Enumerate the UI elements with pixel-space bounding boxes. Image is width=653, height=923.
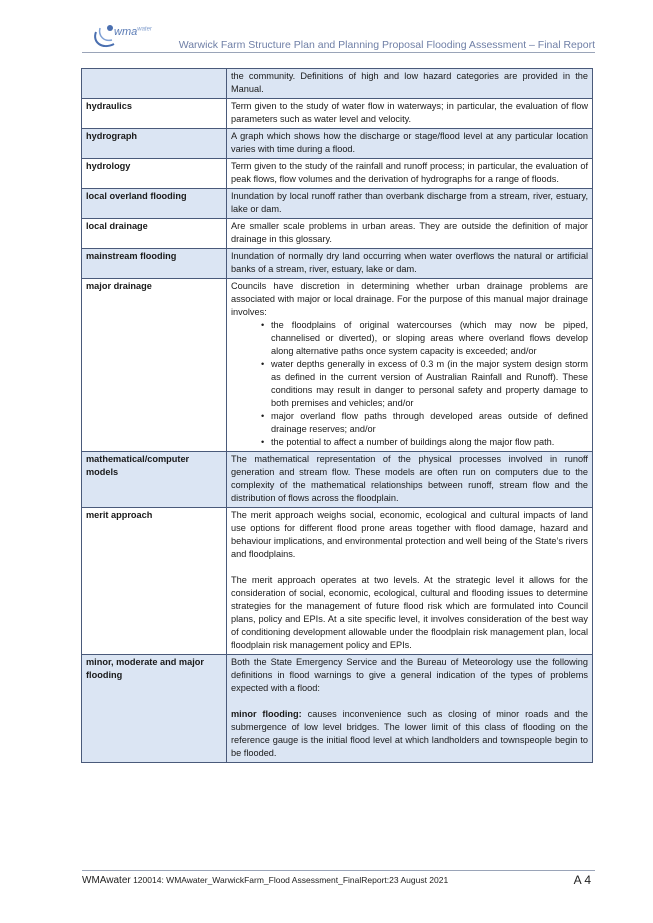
glossary-row [82,189,593,219]
footer-divider [82,870,595,871]
logo-wordmark: wma$^{water}$ [114,26,152,38]
glossary-definition: Inundation of normally dry land occurring when water overflows the natural or artificial banks of a stream, river, estuary, lake or dam. [227,249,593,279]
bullet-item: • water depths generally in excess of 0.3 m (in the major system design storm as defined in the current version of Australian Rainfall and Runoff). These conditions may result in danger to personal safety and property damage to both premises and vehicles; and/or [261,359,588,408]
glossary-row [82,129,593,159]
glossary-definition [227,508,593,655]
bullet-icon: • [261,359,265,369]
glossary-term: mainstream flooding [82,249,227,279]
footer-brand: WMAwater [82,875,131,886]
glossary-definition: Term given to the study of the rainfall and runoff process; in particular, the evaluation of peak flows, flow volumes and the derivation of hydrographs for a range of floods. [227,159,593,189]
page-number: A 4 [573,873,591,887]
glossary-row [82,249,593,279]
bullet-item: • major overland flow paths through developed areas outside of defined drainage reserves; and/or [261,411,588,434]
glossary-term: local overland flooding [82,189,227,219]
glossary-row [82,99,593,129]
glossary-definition [227,655,593,763]
glossary-row [82,159,593,189]
glossary-definition: Term given to the study of water flow in waterways; in particular, the evaluation of flow parameters such as water level and velocity. [227,99,593,129]
glossary-row [82,508,593,655]
glossary-term [82,69,227,99]
glossary-row [82,655,593,763]
definition-lead: minor flooding: [231,709,302,719]
glossary-row [82,219,593,249]
glossary-definition: the community. Definitions of high and low hazard categories are provided in the Manual. [227,69,593,99]
glossary-definition: Are smaller scale problems in urban areas. They are outside the definition of major drainage in this glossary. [227,219,593,249]
glossary-term: minor, moderate and major flooding [82,655,227,763]
glossary-row [82,452,593,508]
glossary-term: hydrograph [82,129,227,159]
definition-paragraph: The merit approach operates at two levels. At the strategic level it allows for the consideration of social, economic, ecological, cultural and flooding issues to determine strategies for the management of future flood risk which are formulated into Council plans, policy and EPIs. At a site specific level, it involves consideration of the best way of conditioning development allowable under the floodplain risk management plan, local floodplain risk management policy and EPIs. [231,575,588,650]
glossary-term: mathematical/computer models [82,452,227,508]
bullet-icon: • [261,437,265,447]
definition-paragraph: The merit approach weighs social, economic, ecological and cultural impacts of land use options for different flood prone areas together with flood damage, hazard and behaviour implications, and environmental protection and well being of the State’s rivers and floodplains. [231,510,588,559]
glossary-row [82,279,593,452]
glossary-definition: A graph which shows how the discharge or stage/flood level at any particular location varies with time during a flood. [227,129,593,159]
glossary-definition [227,279,593,452]
definition-paragraph: Councils have discretion in determining whether urban drainage problems are associated with major or local drainage. For the purpose of this manual major drainage involves: [231,281,588,317]
glossary-term: major drainage [82,279,227,452]
definition-paragraph: Both the State Emergency Service and the Bureau of Meteorology use the following definitions in flood warnings to give a general indication of the types of problems expected with a flood: [231,657,588,693]
glossary-definition: Inundation by local runoff rather than overbank discharge from a stream, river, estuary, lake or dam. [227,189,593,219]
report-title: Warwick Farm Structure Plan and Planning Proposal Flooding Assessment – Final Report [178,39,595,51]
glossary-term: hydraulics [82,99,227,129]
glossary-term: local drainage [82,219,227,249]
glossary-term: hydrology [82,159,227,189]
footer-document-reference: WMAwater 120014: WMAwater_WarwickFarm_Flood Assessment_FinalReport:23 August 2021 [82,875,449,886]
bullet-icon: • [261,320,265,330]
bullet-item: • the floodplains of original watercourses (which may now be piped, channelised or diverted), or sloping areas where overland flows develop along alternative paths once system capacity is exceeded; and/or [261,320,588,356]
glossary-row [82,69,593,99]
header-divider [82,52,595,53]
glossary-term: merit approach [82,508,227,655]
definition-paragraph: minor flooding: causes inconvenience such as closing of minor roads and the submergence of low level bridges. The lower limit of this class of flooding on the reference gauge is the initial flood level at which landholders and townspeople begin to be flooded. [231,709,589,758]
bullet-icon: • [261,411,265,421]
glossary-definition: The mathematical representation of the physical processes involved in runoff generation and stream flow. These models are often run on computers due to the complexity of the mathematical relationships between runoff, stream flow and the distribution of flows across the floodplain. [227,452,593,508]
glossary-table [81,68,593,763]
bullet-item: • the potential to affect a number of buildings along the major flow path. [261,437,555,447]
definition-bullet-list [231,319,588,449]
